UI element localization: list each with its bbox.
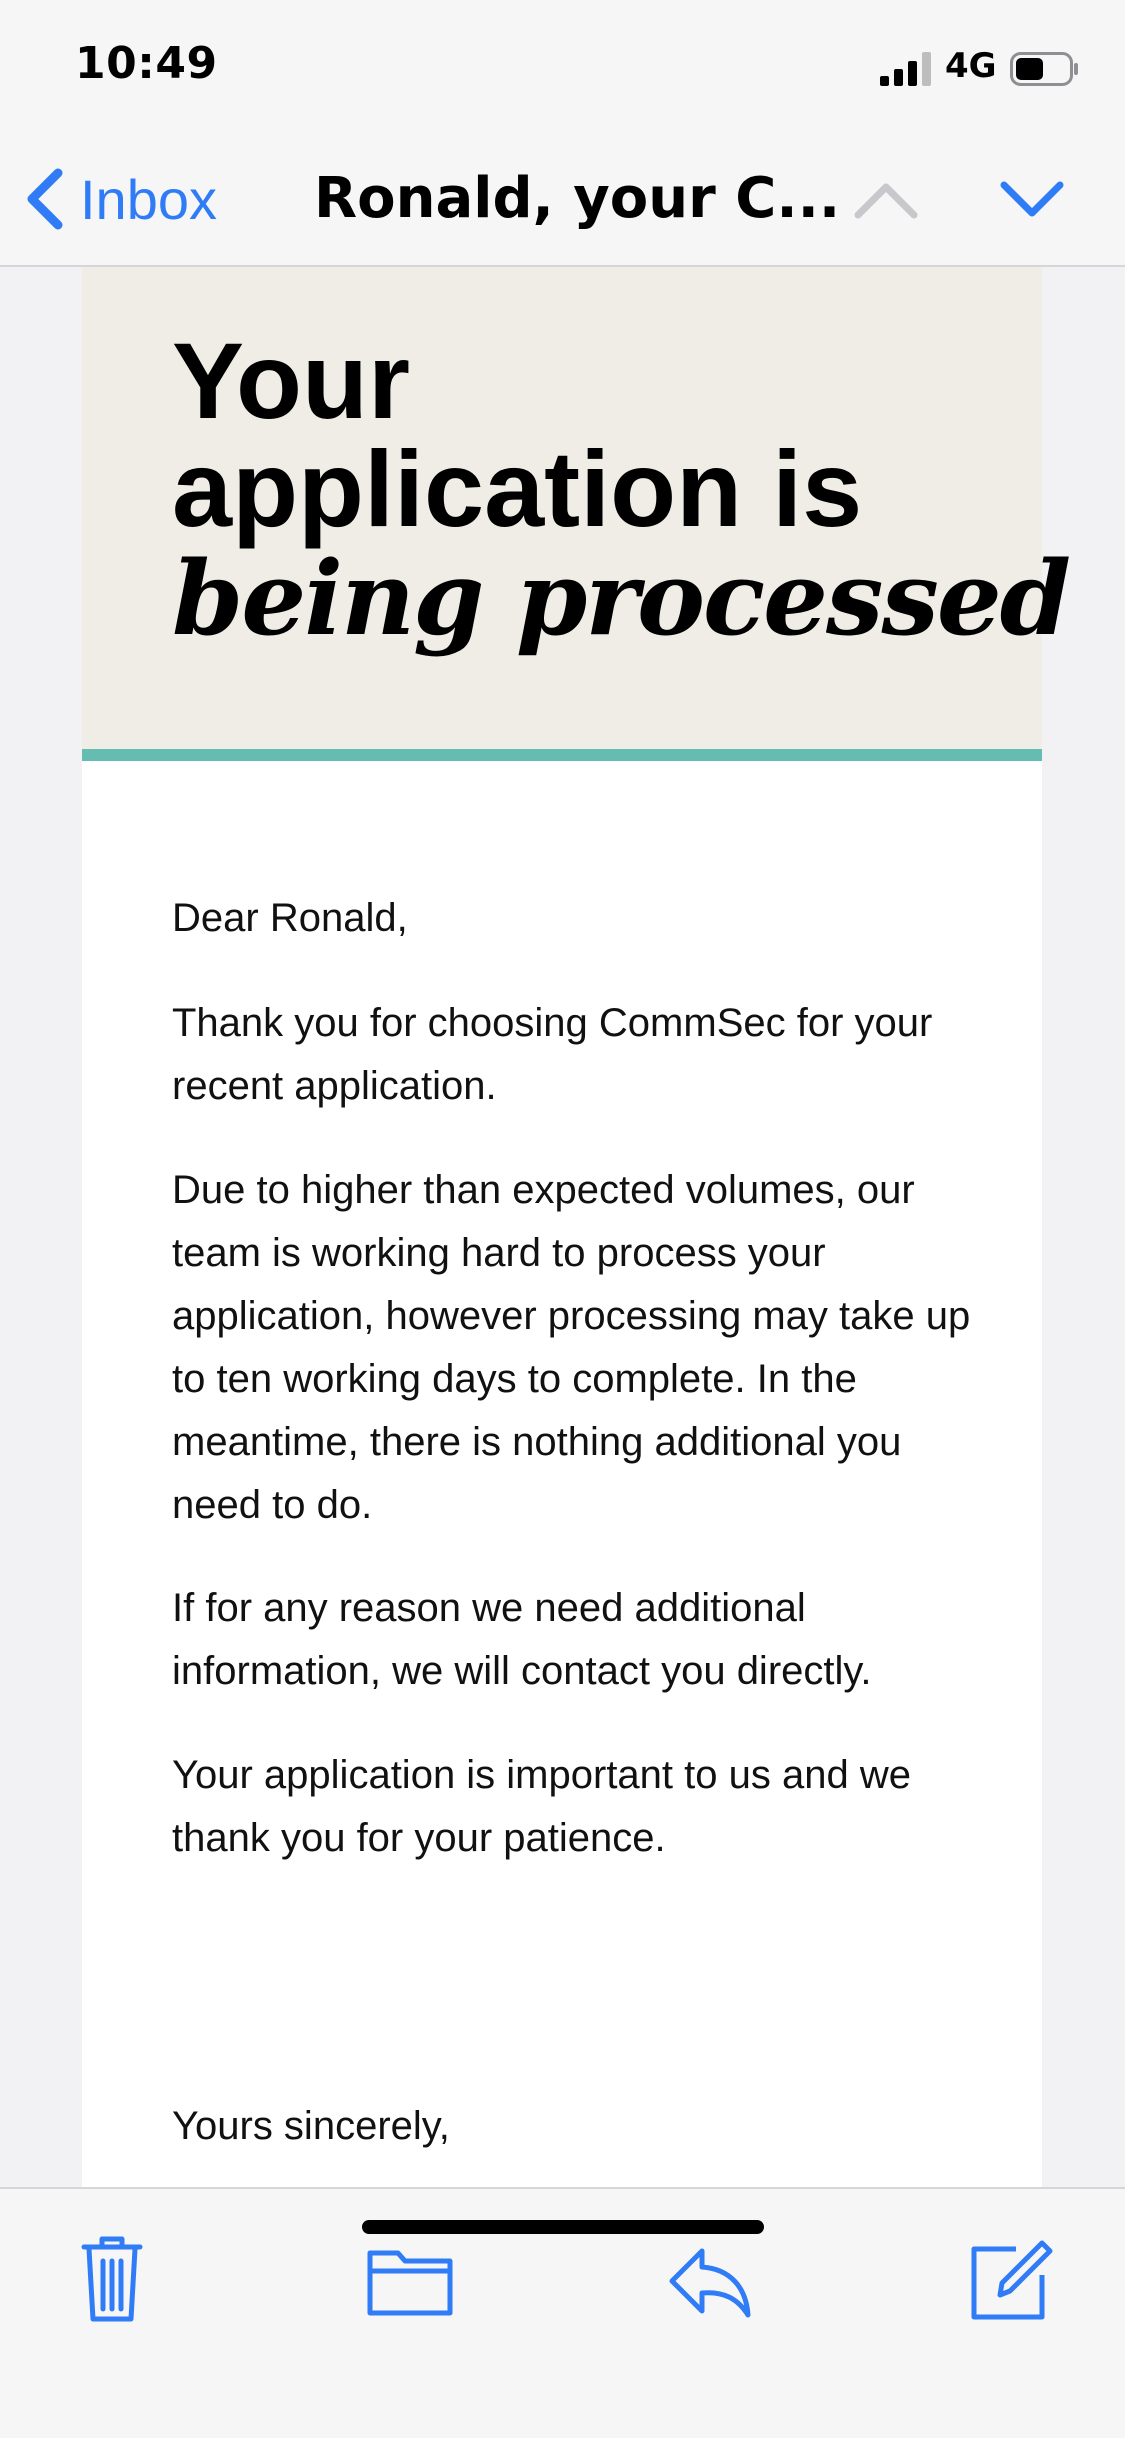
email-paragraph: If for any reason we need additional information, we will contact you directly. (172, 1586, 872, 1693)
previous-message-button[interactable] (846, 165, 926, 235)
reply-button[interactable] (660, 2229, 760, 2329)
hero-heading-line-1: Your (172, 320, 410, 441)
hero-heading-line-3: being processed (172, 539, 1070, 659)
back-label: Inbox (80, 167, 217, 231)
email-paragraph: Thank you for choosing CommSec for your recent application. (172, 1001, 933, 1108)
nav-title: Ronald, your C... (314, 166, 841, 231)
email-paragraph: Your application is important to us and we thank you for your patience. (172, 1753, 911, 1860)
compose-icon (960, 2229, 1060, 2329)
email-body (82, 267, 1070, 2187)
delete-button[interactable] (62, 2229, 162, 2329)
chevron-left-icon (24, 167, 68, 231)
network-type: 4G (945, 46, 997, 86)
battery-icon (1010, 52, 1080, 86)
status-bar (0, 0, 1125, 135)
reply-icon (660, 2229, 760, 2329)
nav-bar (0, 135, 1125, 267)
email-paragraph: Due to higher than expected volumes, our team is working hard to process your application, however processing may take up to ten working days to complete. In the meantime, there is nothing additional you need to do. (172, 1168, 971, 1527)
email-hero-banner (82, 267, 1070, 761)
trash-icon (62, 2229, 162, 2329)
home-indicator[interactable] (362, 2220, 764, 2234)
hero-heading-line-2: application is (172, 428, 863, 549)
next-message-button[interactable] (992, 165, 1072, 235)
email-signoff: Yours sincerely, (172, 2104, 450, 2148)
folder-icon (360, 2229, 460, 2329)
back-button[interactable] (24, 163, 217, 235)
email-greeting: Dear Ronald, (172, 896, 408, 940)
move-to-folder-button[interactable] (360, 2229, 460, 2329)
compose-button[interactable] (960, 2229, 1060, 2329)
status-time: 10:49 (75, 38, 218, 89)
cellular-signal-icon (880, 52, 932, 86)
